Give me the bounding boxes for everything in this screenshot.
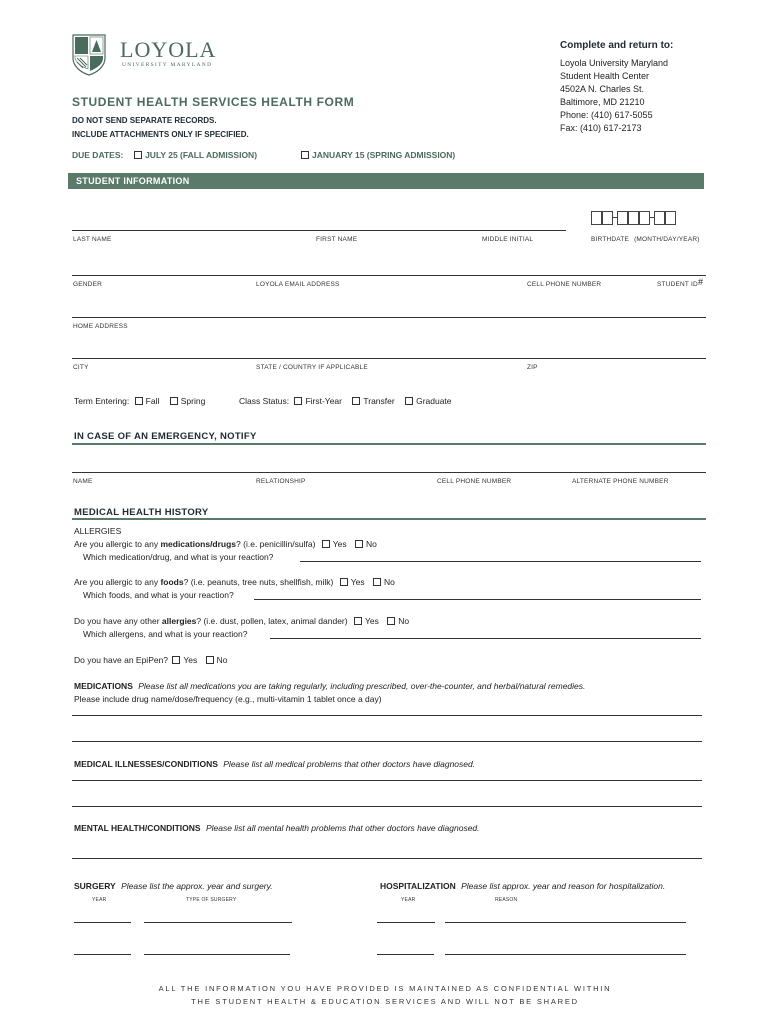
birth-year-box[interactable] — [665, 211, 676, 225]
hosp-reason-line-1[interactable] — [445, 922, 686, 923]
medications-note: Please list all medications you are taking regularly, including prescribed, over-the-counter, and herbal/natural remedies. — [138, 681, 586, 691]
birth-day-box[interactable] — [639, 211, 650, 225]
q-epipen — [74, 655, 228, 665]
return-line: Student Health Center — [560, 71, 650, 81]
birthdate-boxes[interactable] — [591, 211, 676, 229]
cell-phone-label: CELL PHONE NUMBER — [527, 281, 602, 288]
surgery-year-label: YEAR — [92, 897, 107, 903]
medications-row — [74, 681, 585, 691]
student-info-bar — [68, 173, 704, 189]
form-title: STUDENT HEALTH SERVICES HEALTH FORM — [72, 95, 355, 109]
return-to-address — [560, 57, 668, 135]
q-foods-allergy — [74, 577, 395, 587]
birthdate-text: BIRTHDATE — [591, 236, 630, 243]
emergency-line[interactable] — [72, 472, 706, 473]
birth-year-box[interactable] — [654, 211, 665, 225]
footer-line-2: THE STUDENT HEALTH & EDUCATION SERVICES AND WILL NOT BE SHARED — [191, 997, 579, 1006]
footer-line-1: ALL THE INFORMATION YOU HAVE PROVIDED IS MAINTAINED AS CONFIDENTIAL WITHIN — [158, 984, 612, 993]
hospitalization-note: Please list approx. year and reason for hospitalization. — [461, 881, 666, 891]
logo-subtitle: UNIVERSITY MARYLAND — [122, 62, 213, 68]
birth-day-box[interactable] — [617, 211, 628, 225]
city-label: CITY — [73, 364, 89, 371]
name-line[interactable] — [72, 230, 566, 231]
q3-pre: Do you have any other — [74, 616, 162, 626]
first-name-label: FIRST NAME — [316, 236, 358, 243]
state-label: STATE / COUNTRY IF APPLICABLE — [256, 364, 368, 371]
term-spring-label: Spring — [180, 396, 206, 406]
student-id-label: STUDENT ID — [657, 281, 698, 288]
class-transfer-label: Transfer — [363, 396, 395, 406]
hosp-year-line-2[interactable] — [377, 954, 434, 955]
hosp-year-line-1[interactable] — [377, 922, 435, 923]
q2-no-label: No — [384, 577, 395, 587]
q4-yes-checkbox[interactable] — [172, 656, 180, 664]
return-line: 4502A N. Charles St. — [560, 84, 645, 94]
q2-post: ? (i.e. peanuts, tree nuts, shellfish, milk) — [183, 577, 334, 587]
emergency-title: IN CASE OF AN EMERGENCY, NOTIFY — [74, 431, 257, 442]
illnesses-heading: MEDICAL ILLNESSES/CONDITIONS — [74, 759, 218, 769]
illnesses-row — [74, 759, 475, 769]
city-line[interactable] — [72, 358, 706, 359]
term-row — [74, 396, 205, 406]
q3-followup: Which allergens, and what is your reaction? — [83, 629, 248, 639]
mental-line[interactable] — [72, 858, 702, 859]
emergency-alt-label: ALTERNATE PHONE NUMBER — [572, 478, 669, 485]
q2-pre: Are you allergic to any — [74, 577, 161, 587]
middle-initial-label: MIDDLE INITIAL — [482, 236, 534, 243]
student-id-hash: # — [698, 277, 704, 287]
due-spring-row — [301, 150, 455, 160]
due-spring: JANUARY 15 (SPRING ADMISSION) — [312, 150, 456, 160]
hospitalization-heading: HOSPITALIZATION — [380, 881, 456, 891]
q3-answer-line[interactable] — [270, 638, 701, 639]
mental-heading: MENTAL HEALTH/CONDITIONS — [74, 823, 201, 833]
student-info-title: STUDENT INFORMATION — [76, 176, 190, 186]
q1-no-checkbox[interactable] — [355, 540, 363, 548]
gender-email-line[interactable] — [72, 275, 706, 276]
hosp-reason-line-2[interactable] — [445, 954, 686, 955]
q4-no-checkbox[interactable] — [206, 656, 214, 664]
illnesses-note: Please list all medical problems that other doctors have diagnosed. — [223, 759, 476, 769]
emergency-cell-label: CELL PHONE NUMBER — [437, 478, 512, 485]
birth-month-box[interactable] — [602, 211, 613, 225]
allergies-heading: ALLERGIES — [74, 526, 122, 536]
emergency-rule — [72, 443, 706, 445]
spring-admission-checkbox[interactable] — [301, 151, 309, 159]
q1-no-label: No — [366, 539, 377, 549]
q1-answer-line[interactable] — [300, 561, 701, 562]
class-graduate-checkbox[interactable] — [405, 397, 413, 405]
q1-bold: medications/drugs — [160, 539, 237, 549]
last-name-label: LAST NAME — [73, 236, 112, 243]
birth-month-box[interactable] — [591, 211, 602, 225]
term-label: Term Entering: — [74, 396, 130, 406]
surgery-type-line-1[interactable] — [144, 922, 292, 923]
due-fall: JULY 25 (FALL ADMISSION) — [145, 150, 258, 160]
note-records: DO NOT SEND SEPARATE RECORDS. — [72, 116, 217, 125]
hospitalization-row — [380, 881, 665, 891]
surgery-year-line-2[interactable] — [74, 954, 131, 955]
q4-no-label: No — [216, 655, 228, 665]
q3-no-label: No — [398, 616, 410, 626]
q2-yes-label: Yes — [350, 577, 365, 587]
home-address-label: HOME ADDRESS — [73, 323, 128, 330]
class-label: Class Status: — [239, 396, 290, 406]
email-label: LOYOLA EMAIL ADDRESS — [256, 281, 340, 288]
birthdate-label — [591, 236, 700, 243]
illnesses-line-1[interactable] — [72, 780, 702, 781]
surgery-heading: SURGERY — [74, 881, 116, 891]
q2-bold: foods — [160, 577, 184, 587]
medical-rule — [72, 518, 706, 520]
q4-text: Do you have an EpiPen? — [74, 655, 169, 665]
emergency-relationship-label: RELATIONSHIP — [256, 478, 306, 485]
q2-answer-line[interactable] — [254, 599, 701, 600]
birth-day-box[interactable] — [628, 211, 639, 225]
return-line: Loyola University Maryland — [560, 58, 669, 68]
q3-bold: allergies — [161, 616, 197, 626]
medications-heading: MEDICATIONS — [74, 681, 133, 691]
mental-note: Please list all mental health problems that other doctors have diagnosed. — [205, 823, 480, 833]
q1-pre: Are you allergic to any — [74, 539, 161, 549]
gender-label: GENDER — [73, 281, 103, 288]
q1-followup: Which medication/drug, and what is your reaction? — [83, 552, 274, 562]
mental-row — [74, 823, 480, 833]
medications-line-1[interactable] — [72, 715, 702, 716]
surgery-row — [74, 881, 273, 891]
q1-post: ? (i.e. penicillin/sulfa) — [236, 539, 316, 549]
q2-followup: Which foods, and what is your reaction? — [83, 590, 234, 600]
class-first-year-label: First-Year — [305, 396, 342, 406]
zip-label: ZIP — [527, 364, 538, 371]
surgery-note: Please list the approx. year and surgery. — [121, 881, 273, 891]
term-spring-checkbox[interactable] — [170, 397, 178, 405]
q1-yes-checkbox[interactable] — [322, 540, 330, 548]
return-line: Baltimore, MD 21210 — [560, 97, 645, 107]
home-address-line[interactable] — [72, 317, 706, 318]
return-line: Phone: (410) 617-5055 — [560, 110, 653, 120]
q2-yes-checkbox[interactable] — [340, 578, 348, 586]
logo-name: LOYOLA — [120, 37, 217, 62]
q3-no-checkbox[interactable] — [387, 617, 395, 625]
shield-icon — [72, 34, 106, 76]
q1-yes-label: Yes — [332, 539, 347, 549]
hosp-reason-label: REASON — [495, 897, 518, 903]
return-line: Fax: (410) 617-2173 — [560, 123, 642, 133]
hosp-year-label: YEAR — [401, 897, 416, 903]
medications-note2: Please include drug name/dose/frequency (e.g., multi-vitamin 1 tablet once a day) — [74, 694, 382, 704]
fall-admission-checkbox[interactable] — [134, 151, 142, 159]
class-row — [239, 396, 452, 406]
q-other-allergy — [74, 616, 409, 626]
medical-title: MEDICAL HEALTH HISTORY — [74, 507, 209, 518]
illnesses-line-2[interactable] — [72, 806, 702, 807]
note-attachments: INCLUDE ATTACHMENTS ONLY IF SPECIFIED. — [72, 130, 249, 139]
q3-yes-checkbox[interactable] — [354, 617, 362, 625]
due-dates-row — [72, 150, 257, 160]
surgery-type-label: TYPE OF SURGERY — [186, 897, 237, 903]
return-to-heading: Complete and return to: — [560, 40, 674, 51]
term-fall-checkbox[interactable] — [135, 397, 143, 405]
class-graduate-label: Graduate — [416, 396, 452, 406]
university-logo — [72, 34, 232, 78]
q3-post: ? (i.e. dust, pollen, latex, animal dander) — [196, 616, 348, 626]
q-medications-allergy — [74, 539, 377, 549]
birthdate-format: (MONTH/DAY/YEAR) — [634, 236, 700, 243]
emergency-name-label: NAME — [73, 478, 93, 485]
class-transfer-checkbox[interactable] — [352, 397, 360, 405]
surgery-year-line-1[interactable] — [74, 922, 131, 923]
due-dates-label: DUE DATES: — [72, 150, 124, 160]
medications-line-2[interactable] — [72, 741, 702, 742]
q4-yes-label: Yes — [183, 655, 198, 665]
q2-no-checkbox[interactable] — [373, 578, 381, 586]
term-fall-label: Fall — [145, 396, 160, 406]
surgery-type-line-2[interactable] — [144, 954, 290, 955]
class-first-year-checkbox[interactable] — [294, 397, 302, 405]
q3-yes-label: Yes — [364, 616, 379, 626]
